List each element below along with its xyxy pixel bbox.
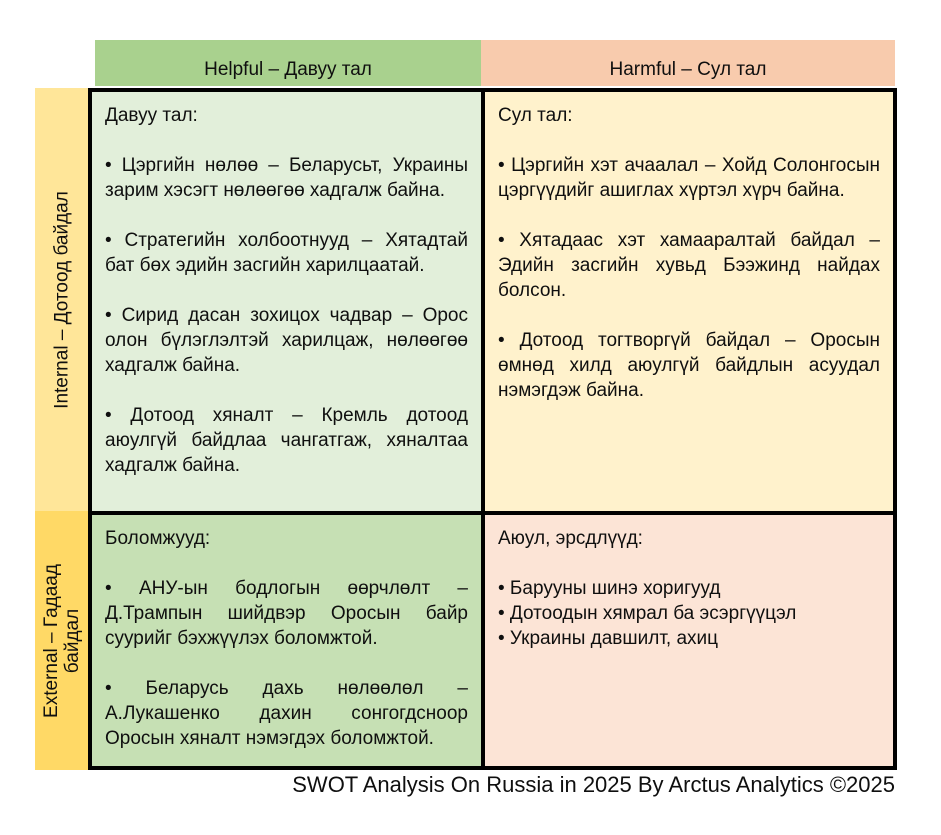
column-header-helpful [95, 40, 481, 86]
quadrant-threats-list [498, 576, 880, 651]
bullet-item: • Беларусь дахь нөлөөлөл – А.Лукашенко дахин сонгогдсноор Оросын хяналт нэмэгдэх боломжтой. [105, 678, 468, 749]
bullet-item: • Дотоодын хямрал ба эсэргүүцэл [498, 603, 797, 624]
row-label-external-text: External – Гадаад байдал [40, 563, 83, 718]
row-label-internal [35, 88, 88, 511]
quadrant-weaknesses [485, 92, 893, 511]
bullet-item: • Сирид дасан зохицох чадвар – Орос олон бүлэглэлтэй харилцаж, нөлөөгөө хадгалж байна. [105, 305, 468, 376]
bullet-item: • АНУ-ын бодлогын өөрчлөлт – Д.Трампын шийдвэр Оросын байр суурийг бэхжүүлэх боломжтой. [105, 578, 468, 649]
bullet-item: • Цэргийн хэт ачаалал – Хойд Солонгосын цэргүүдийг ашиглах хүртэл хүрч байна. [498, 155, 880, 201]
column-header-harmful-label: Harmful – Сул тал [609, 59, 767, 80]
bullet-item: • Украины давшилт, ахиц [498, 628, 719, 649]
bullet-item: • Цэргийн нөлөө – Беларусьт, Украины зарим хэсэгт нөлөөгөө хадгалж байна. [105, 155, 468, 201]
quadrant-weaknesses-title: Сул тал: [498, 105, 573, 126]
bullet-item: • Стратегийн холбоотнууд – Хятадтай бат бөх эдийн засгийн харилцаатай. [105, 230, 468, 276]
bullet-item: • Хятадаас хэт хамааралтай байдал – Эдийн засгийн хувьд Бээжинд найдах болсон. [498, 230, 880, 301]
bullet-item: • Дотоод тогтворгүй байдал – Оросын өмнөд хилд аюулгүй байдлын асуудал нэмэгдэж байна. [498, 330, 880, 401]
row-label-external [35, 511, 88, 770]
quadrant-strengths-list [105, 153, 468, 478]
quadrant-weaknesses-list [498, 153, 880, 403]
quadrant-threats-title: Аюул, эрсдлүүд: [498, 528, 643, 549]
bullet-item: • Дотоод хяналт – Кремль дотоод аюулгүй байдлаа чангатгаж, хяналтаа хадгалж байна. [105, 405, 468, 476]
bullet-item: • Барууны шинэ хоригууд [498, 578, 721, 599]
column-header-helpful-label: Helpful – Давуу тал [204, 59, 372, 80]
column-header-harmful [481, 40, 895, 86]
swot-grid [88, 88, 897, 770]
quadrant-strengths-title: Давуу тал: [105, 105, 198, 126]
quadrant-strengths [92, 92, 481, 511]
quadrant-threats [485, 515, 893, 766]
quadrant-opportunities-list [105, 576, 468, 751]
quadrant-opportunities [92, 515, 481, 766]
quadrant-opportunities-title: Боломжууд: [105, 528, 211, 549]
attribution-caption: SWOT Analysis On Russia in 2025 By Arctus Analytics ©2025 [292, 772, 895, 797]
row-label-internal-text: Internal – Дотоод байдал [51, 190, 72, 409]
